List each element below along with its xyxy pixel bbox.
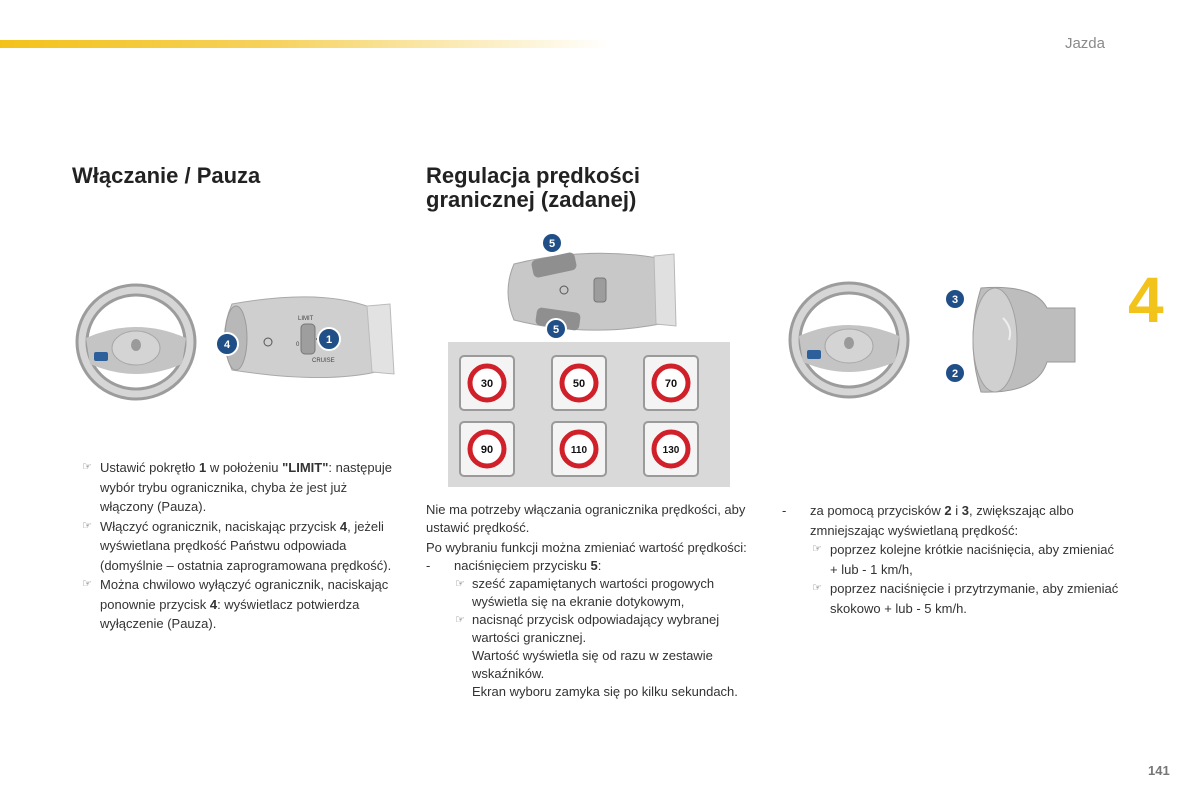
svg-text:30: 30 <box>480 378 494 390</box>
intro-text: Po wybraniu funkcji można zmieniać wartość prędkości: <box>426 540 747 555</box>
section-name: Jazda <box>1064 35 1105 52</box>
instruction-item: ☞ Ustawić pokrętło 1 w położeniu "LIMIT": następuje wybór trybu ogranicznika, chyba że jest już włączony (Pauza). <box>82 460 392 514</box>
callout-badge-5-bottom <box>546 319 566 339</box>
sub-step-note: Wartość wyświetla się od razu w zestawie wskaźników. <box>472 648 713 681</box>
stalk-label-limit: LIMIT <box>298 316 314 322</box>
speed-limit-sign-30[interactable] <box>460 356 514 410</box>
callout-badge-3 <box>945 289 965 309</box>
middle-section-title: Regulacja prędkości granicznej (zadanej) <box>426 163 640 212</box>
instruction-item: ☞ Włączyć ogranicznik, naciskając przycisk 4, jeżeli wyświetlana prędkość Państwu odpowiada (domyślnie – ostatnia zaprogramowana prędkość). <box>82 518 392 573</box>
pointing-hand-icon: ☞ <box>455 614 465 626</box>
method-item: - naciśnięciem przycisku 5: <box>426 558 602 573</box>
instruction-item: ☞ Można chwilowo wyłączyć ogranicznik, naciskając ponownie przycisk 4: wyświetlacz potwierdza wyłączenie (Pauza). <box>82 577 389 631</box>
sub-step: ☞ nacisnąć przycisk odpowiadający wybranej wartości granicznej. <box>455 612 720 645</box>
svg-text:5: 5 <box>548 238 556 250</box>
method-item: - za pomocą przycisków 2 i 3, zwiększając albo zmniejszając wyświetlaną prędkość: <box>782 503 1074 538</box>
steering-wheel-icon <box>82 290 190 394</box>
svg-text:2: 2 <box>951 368 959 380</box>
chapter-number: 4 <box>1128 264 1164 336</box>
stalk-end-close-up-icon <box>973 287 1075 392</box>
speed-limit-sign-130[interactable] <box>644 422 698 476</box>
pointing-hand-icon: ☞ <box>82 519 92 532</box>
svg-text:90: 90 <box>480 444 494 456</box>
stalk-label-cruise: CRUISE <box>312 358 335 364</box>
top-accent-bar <box>0 40 610 48</box>
svg-text:5: 5 <box>552 324 560 336</box>
svg-text:50: 50 <box>572 378 586 390</box>
steering-wheel-stalk-illustration <box>72 280 402 405</box>
stalk-label-zero: 0 <box>296 342 300 348</box>
svg-text:1: 1 <box>325 334 333 346</box>
speed-limit-sign-90[interactable] <box>460 422 514 476</box>
speed-selection-illustration <box>446 232 732 488</box>
pointing-hand-icon: ☞ <box>82 578 92 590</box>
svg-text:4: 4 <box>223 339 231 351</box>
svg-text:130: 130 <box>662 445 680 456</box>
speed-limit-sign-70[interactable] <box>644 356 698 410</box>
middle-instructions <box>426 501 756 701</box>
callout-badge-1 <box>318 328 340 350</box>
intro-text: Nie ma potrzeby włączania ogranicznika prędkości, aby ustawić prędkość. <box>426 502 746 535</box>
speed-limit-sign-110[interactable] <box>552 422 606 476</box>
left-section-title: Włączanie / Pauza <box>72 163 261 188</box>
sub-step: ☞ poprzez kolejne krótkie naciśnięcia, aby zmieniać + lub - 1 km/h, <box>812 542 1114 577</box>
callout-badge-2 <box>945 363 965 383</box>
speed-limit-sign-50[interactable] <box>552 356 606 410</box>
pointing-hand-icon: ☞ <box>82 461 92 473</box>
svg-text:3: 3 <box>951 294 959 306</box>
pointing-hand-icon: ☞ <box>812 582 822 594</box>
steering-wheel-buttons-illustration <box>785 278 1085 403</box>
right-instructions <box>782 501 1122 618</box>
cruise-button-icon <box>94 352 108 361</box>
sub-step: ☞ sześć zapamiętanych wartości progowych wyświetla się na ekranie dotykowym, <box>455 576 715 609</box>
callout-badge-5-top <box>542 233 562 253</box>
callout-badge-4 <box>216 333 238 355</box>
pointing-hand-icon: ☞ <box>455 578 465 590</box>
pointing-hand-icon: ☞ <box>812 543 822 555</box>
steering-wheel-icon <box>795 288 903 392</box>
page-number: 141 <box>1148 763 1170 778</box>
sub-step: ☞ poprzez naciśnięcie i przytrzymanie, aby zmieniać skokowo + lub - 5 km/h. <box>812 581 1119 616</box>
sub-step-note: Ekran wyboru zamyka się po kilku sekundach. <box>472 684 738 699</box>
stalk-icon <box>225 297 395 378</box>
svg-text:110: 110 <box>570 445 588 456</box>
stalk-close-up-icon <box>508 252 676 331</box>
svg-text:70: 70 <box>664 378 678 390</box>
left-instructions <box>70 458 400 634</box>
